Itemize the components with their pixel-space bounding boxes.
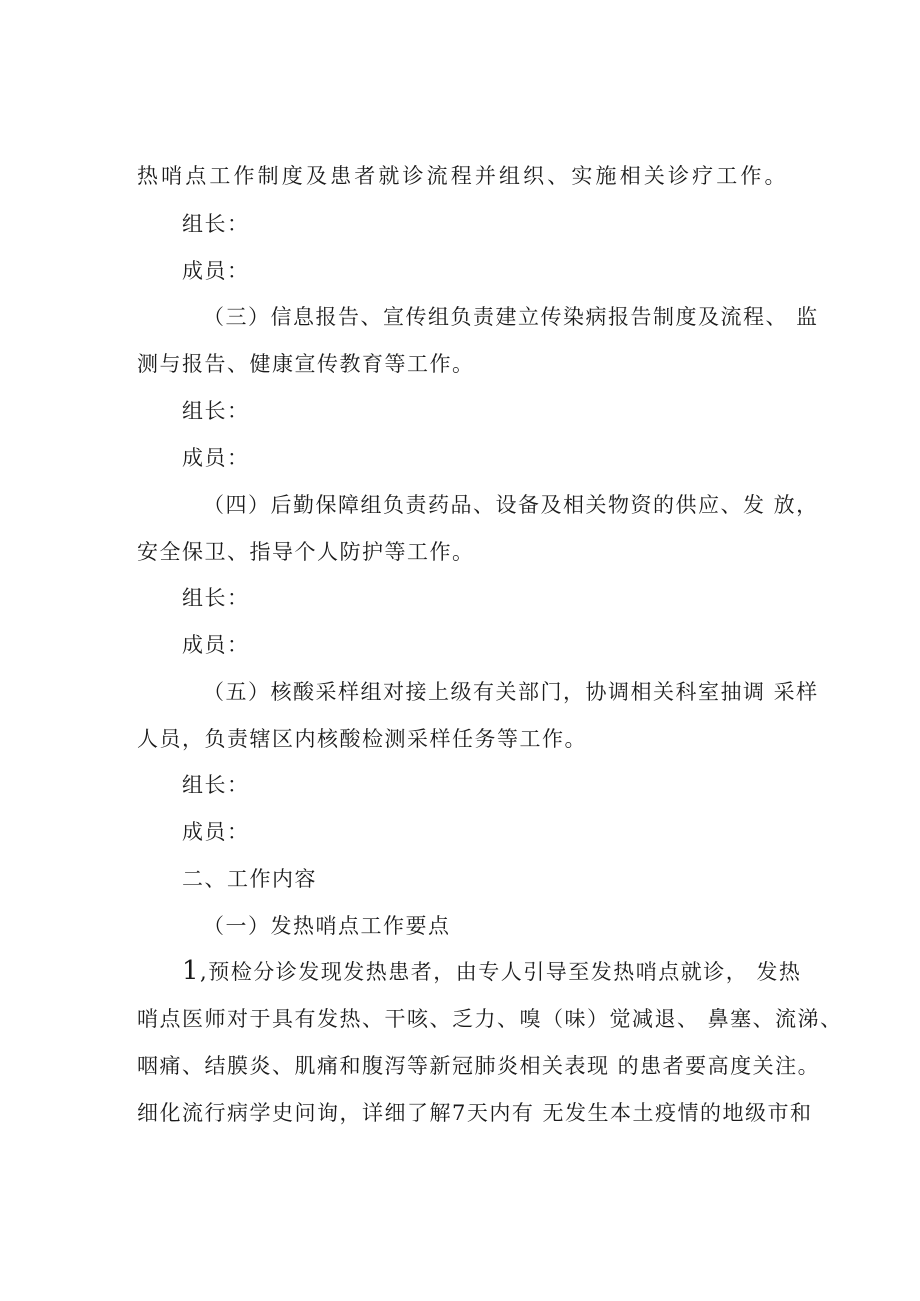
group-members-label: 成员： — [182, 446, 250, 470]
subsection-fever-sentinel-heading: （一）发热哨点工作要点 — [203, 914, 451, 938]
paragraph-line: 哨点医师对于具有发热、干咳、乏力、嗅（味）觉减退、 鼻塞、流涕、 — [137, 1007, 843, 1031]
group-leader-label: 组长： — [182, 773, 250, 797]
group-members-label: 成员： — [182, 633, 250, 657]
section-logistics-heading: （四）后勤保障组负责药品、设备及相关物资的供应、发 放， — [203, 493, 819, 517]
paragraph-line: 咽痛、结膜炎、肌痛和腹泻等新冠肺炎相关表现 的患者要高度关注。 — [137, 1054, 821, 1078]
numbered-paragraph-text: ,预检分诊发现发热患者，由专人引导至发热哨点就诊， 发热 — [200, 960, 802, 984]
paragraph-line: 测与报告、健康宣传教育等工作。 — [137, 352, 475, 376]
section-info-report-heading: （三）信息报告、宣传组负责建立传染病报告制度及流程、 监 — [203, 305, 819, 329]
group-members-label: 成员： — [182, 820, 250, 844]
section-sampling-heading: （五）核酸采样组对接上级有关部门，协调相关科室抽调 采样 — [203, 680, 819, 704]
paragraph-line: 安全保卫、指导个人防护等工作。 — [137, 540, 475, 564]
group-leader-label: 组长： — [182, 212, 250, 236]
item-number: 1 — [182, 956, 201, 986]
group-members-label: 成员： — [182, 259, 250, 283]
numbered-paragraph-line — [182, 956, 802, 986]
paragraph-line: 热哨点工作制度及患者就诊流程并组织、实施相关诊疗工作。 — [137, 164, 787, 188]
paragraph-line: 人员，负责辖区内核酸检测采样任务等工作。 — [137, 727, 587, 751]
group-leader-label: 组长： — [182, 586, 250, 610]
section-work-content-heading: 二、工作内容 — [182, 867, 317, 891]
group-leader-label: 组长： — [182, 399, 250, 423]
paragraph-line: 细化流行病学史问询，详细了解7天内有 无发生本土疫情的地级市和 — [137, 1101, 813, 1125]
